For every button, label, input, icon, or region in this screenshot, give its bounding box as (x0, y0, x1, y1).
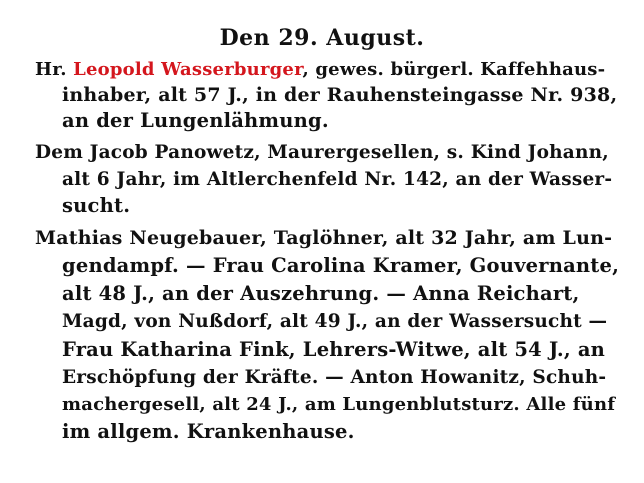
entry-3-line-8: im allgem. Krankenhause. (62, 420, 355, 443)
entry-3-line-4: Magd, von Nußdorf, alt 49 J., an der Wassersucht — (62, 311, 608, 332)
entry-2-line-3: sucht. (62, 194, 131, 217)
entry-2-line-1: Dem Jacob Panowetz, Maurergesellen, s. Kind Johann, (35, 142, 609, 163)
entry-2-line-2: alt 6 Jahr, im Altlerchenfeld Nr. 142, an der Wasser- (62, 169, 613, 190)
entry-1-line-2: inhaber, alt 57 J., in der Rauhensteingasse Nr. 938, (62, 84, 618, 106)
date-heading: Den 29. August. (219, 25, 425, 51)
entry-1-line-1 (35, 58, 605, 82)
entry-1-line-3: an der Lungenlähmung. (62, 109, 329, 132)
entry-3-line-2: gendampf. — Frau Carolina Kramer, Gouvernante, (62, 254, 620, 277)
entry-3-line-1: Mathias Neugebauer, Taglöhner, alt 32 Jahr, am Lun- (35, 227, 613, 249)
entry-3-line-3: alt 48 J., an der Auszehrung. — Anna Reichart, (62, 282, 580, 305)
entry-3-line-6: Erschöpfung der Kräfte. — Anton Howanitz, Schuh- (62, 367, 607, 388)
highlighted-name: Leopold Wasserburger (73, 59, 303, 80)
entry-3-line-5: Frau Katharina Fink, Lehrers-Witwe, alt 54 J., an (62, 338, 606, 361)
honorific: Hr. (35, 59, 74, 80)
entry-3-line-7: machergesell, alt 24 J., am Lungenblutsturz. Alle fünf (62, 394, 616, 415)
entry-1-line-1-rest: , gewes. bürgerl. Kaffehhaus- (302, 59, 606, 80)
